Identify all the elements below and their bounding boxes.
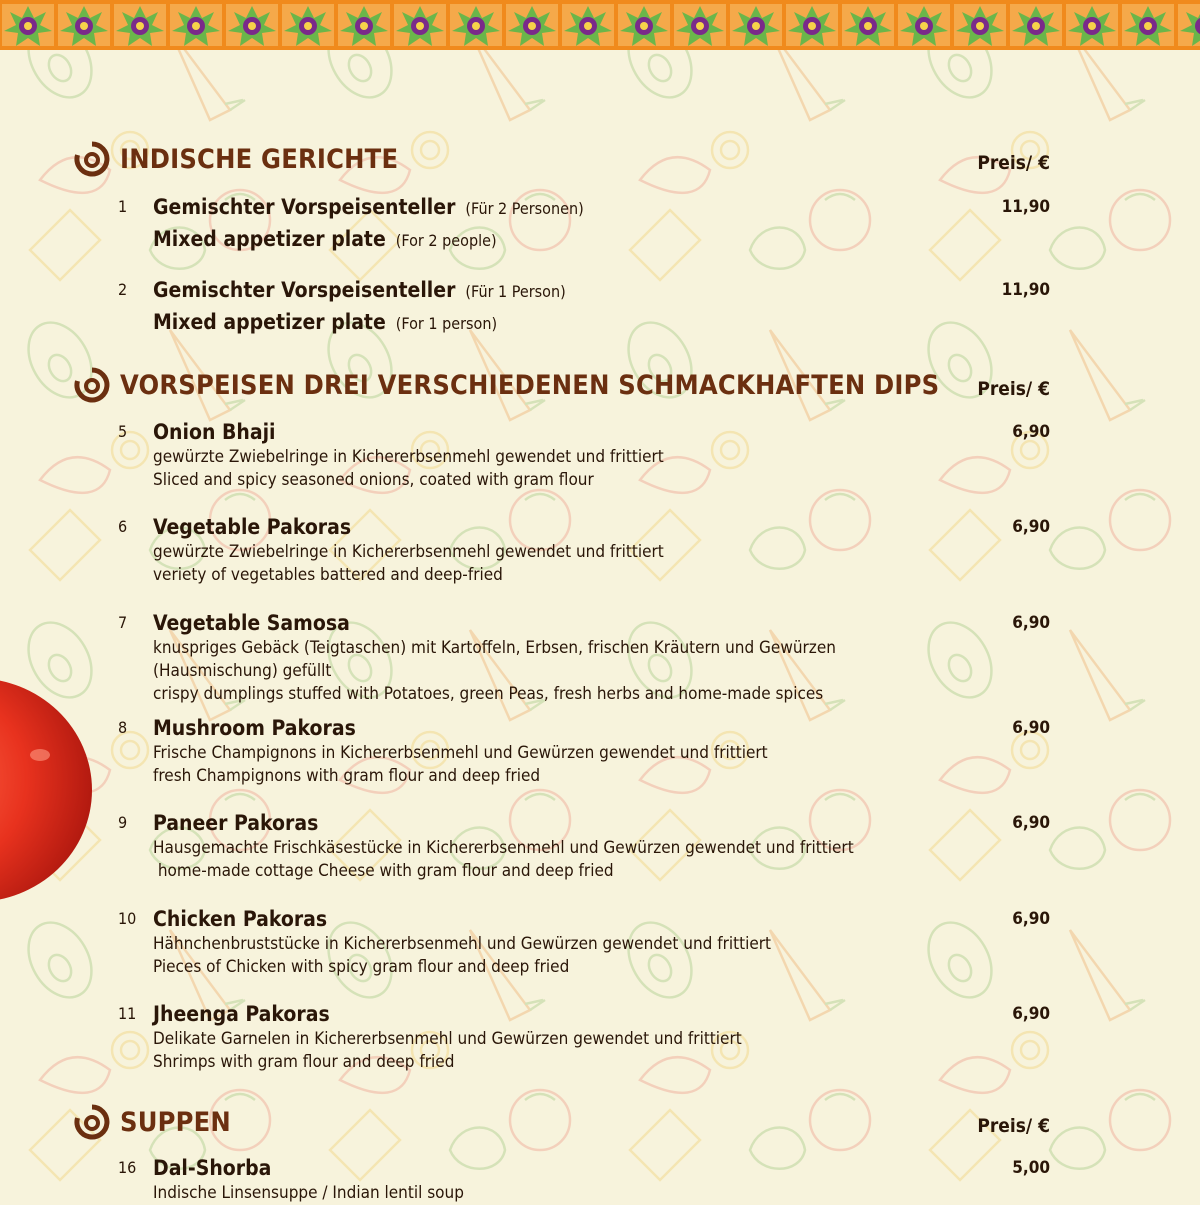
- item-number: 16: [118, 1158, 137, 1177]
- item-description-german: Delikate Garnelen in Kichererbsenmehl und Gewürzen gewendet und frittiert: [153, 1029, 742, 1049]
- item-name-english: Mixed appetizer plate: [153, 227, 386, 251]
- item-description-english: Sliced and spicy seasoned onions, coated with gram flour: [153, 470, 594, 490]
- item-name: Paneer Pakoras: [153, 811, 319, 835]
- price-column-label: Preis/ €: [977, 378, 1050, 400]
- item-name-english: Mixed appetizer plate: [153, 310, 386, 334]
- item-price: 6,90: [1012, 909, 1050, 929]
- menu-item: [118, 276, 1050, 340]
- item-price: 6,90: [1012, 517, 1050, 537]
- menu-item: [118, 714, 1050, 788]
- item-number: 7: [118, 613, 128, 632]
- price-column-label: Preis/ €: [977, 152, 1050, 174]
- item-description-german: knuspriges Gebäck (Teigtaschen) mit Kartoffeln, Erbsen, frischen Kräutern und Gewürzen (Hausmischung) gefüllt: [153, 638, 836, 681]
- item-description-english: veriety of vegetables battered and deep-fried: [153, 565, 503, 585]
- item-description: Indische Linsensuppe / Indian lentil soup: [153, 1183, 464, 1203]
- decorative-border: [0, 0, 1200, 50]
- item-number: 6: [118, 517, 128, 536]
- item-number: 10: [118, 909, 137, 928]
- item-description-english: home-made cottage Cheese with gram flour and deep fried: [153, 861, 614, 881]
- item-note-english: (For 1 person): [395, 314, 498, 333]
- section-header: [74, 139, 398, 179]
- item-name: Onion Bhaji: [153, 420, 276, 444]
- item-number: 11: [118, 1004, 137, 1023]
- item-price: 6,90: [1012, 422, 1050, 442]
- menu-item: [118, 193, 1050, 257]
- menu-item: [118, 609, 1050, 706]
- tomato-image: [0, 680, 100, 910]
- item-description-english: Pieces of Chicken with spicy gram flour and deep fried: [153, 957, 570, 977]
- item-description-german: gewürzte Zwiebelringe in Kichererbsenmehl gewendet und frittiert: [153, 447, 664, 467]
- item-description-english: crispy dumplings stuffed with Potatoes, green Peas, fresh herbs and home-made spices: [153, 684, 824, 704]
- item-name: Gemischter Vorspeisenteller: [153, 278, 456, 302]
- item-name: Dal-Shorba: [153, 1156, 272, 1180]
- item-price: 11,90: [1001, 280, 1050, 300]
- section-title: VORSPEISEN DREI VERSCHIEDENEN SCHMACKHAFTEN DIPS: [120, 369, 940, 401]
- menu-item: [118, 1154, 1050, 1205]
- item-number: 1: [118, 197, 128, 216]
- item-price: 6,90: [1012, 1004, 1050, 1024]
- item-number: 9: [118, 813, 128, 832]
- item-name: Vegetable Pakoras: [153, 515, 352, 539]
- item-name: Vegetable Samosa: [153, 611, 350, 635]
- item-note: (Für 1 Person): [465, 282, 566, 301]
- price-column-label: Preis/ €: [977, 1115, 1050, 1137]
- item-description-german: Hähnchenbruststücke in Kichererbsenmehl und Gewürzen gewendet und frittiert: [153, 934, 772, 954]
- section-header: [74, 365, 939, 405]
- item-note-english: (For 2 people): [395, 231, 497, 250]
- item-price: 6,90: [1012, 718, 1050, 738]
- item-name: Chicken Pakoras: [153, 907, 328, 931]
- item-name: Mushroom Pakoras: [153, 716, 356, 740]
- item-description-english: fresh Champignons with gram flour and deep fried: [153, 766, 541, 786]
- menu-item: [118, 1000, 1050, 1074]
- item-note: (Für 2 Personen): [465, 199, 584, 218]
- item-price: 5,00: [1012, 1158, 1050, 1178]
- item-number: 2: [118, 280, 128, 299]
- item-description-german: Hausgemachte Frischkäsestücke in Kichererbsenmehl und Gewürzen gewendet und frittiert: [153, 838, 854, 858]
- menu-item: [118, 809, 1050, 883]
- spiral-bullet-icon: [74, 141, 110, 177]
- item-number: 5: [118, 422, 128, 441]
- spiral-bullet-icon: [74, 367, 110, 403]
- item-price: 11,90: [1001, 197, 1050, 217]
- item-number: 8: [118, 718, 128, 737]
- spiral-bullet-icon: [74, 1104, 110, 1140]
- menu-item: [118, 905, 1050, 979]
- item-description-german: Frische Champignons in Kichererbsenmehl und Gewürzen gewendet und frittiert: [153, 743, 768, 763]
- menu-item: [118, 513, 1050, 587]
- item-name: Gemischter Vorspeisenteller: [153, 195, 456, 219]
- section-header: [74, 1102, 231, 1142]
- item-name: Jheenga Pakoras: [153, 1002, 330, 1026]
- menu-item: [118, 418, 1050, 492]
- item-price: 6,90: [1012, 613, 1050, 633]
- item-description-english: Shrimps with gram flour and deep fried: [153, 1052, 455, 1072]
- item-description-german: gewürzte Zwiebelringe in Kichererbsenmehl gewendet und frittiert: [153, 542, 664, 562]
- item-price: 6,90: [1012, 813, 1050, 833]
- section-title: SUPPEN: [120, 1106, 231, 1138]
- section-title: INDISCHE GERICHTE: [120, 143, 399, 175]
